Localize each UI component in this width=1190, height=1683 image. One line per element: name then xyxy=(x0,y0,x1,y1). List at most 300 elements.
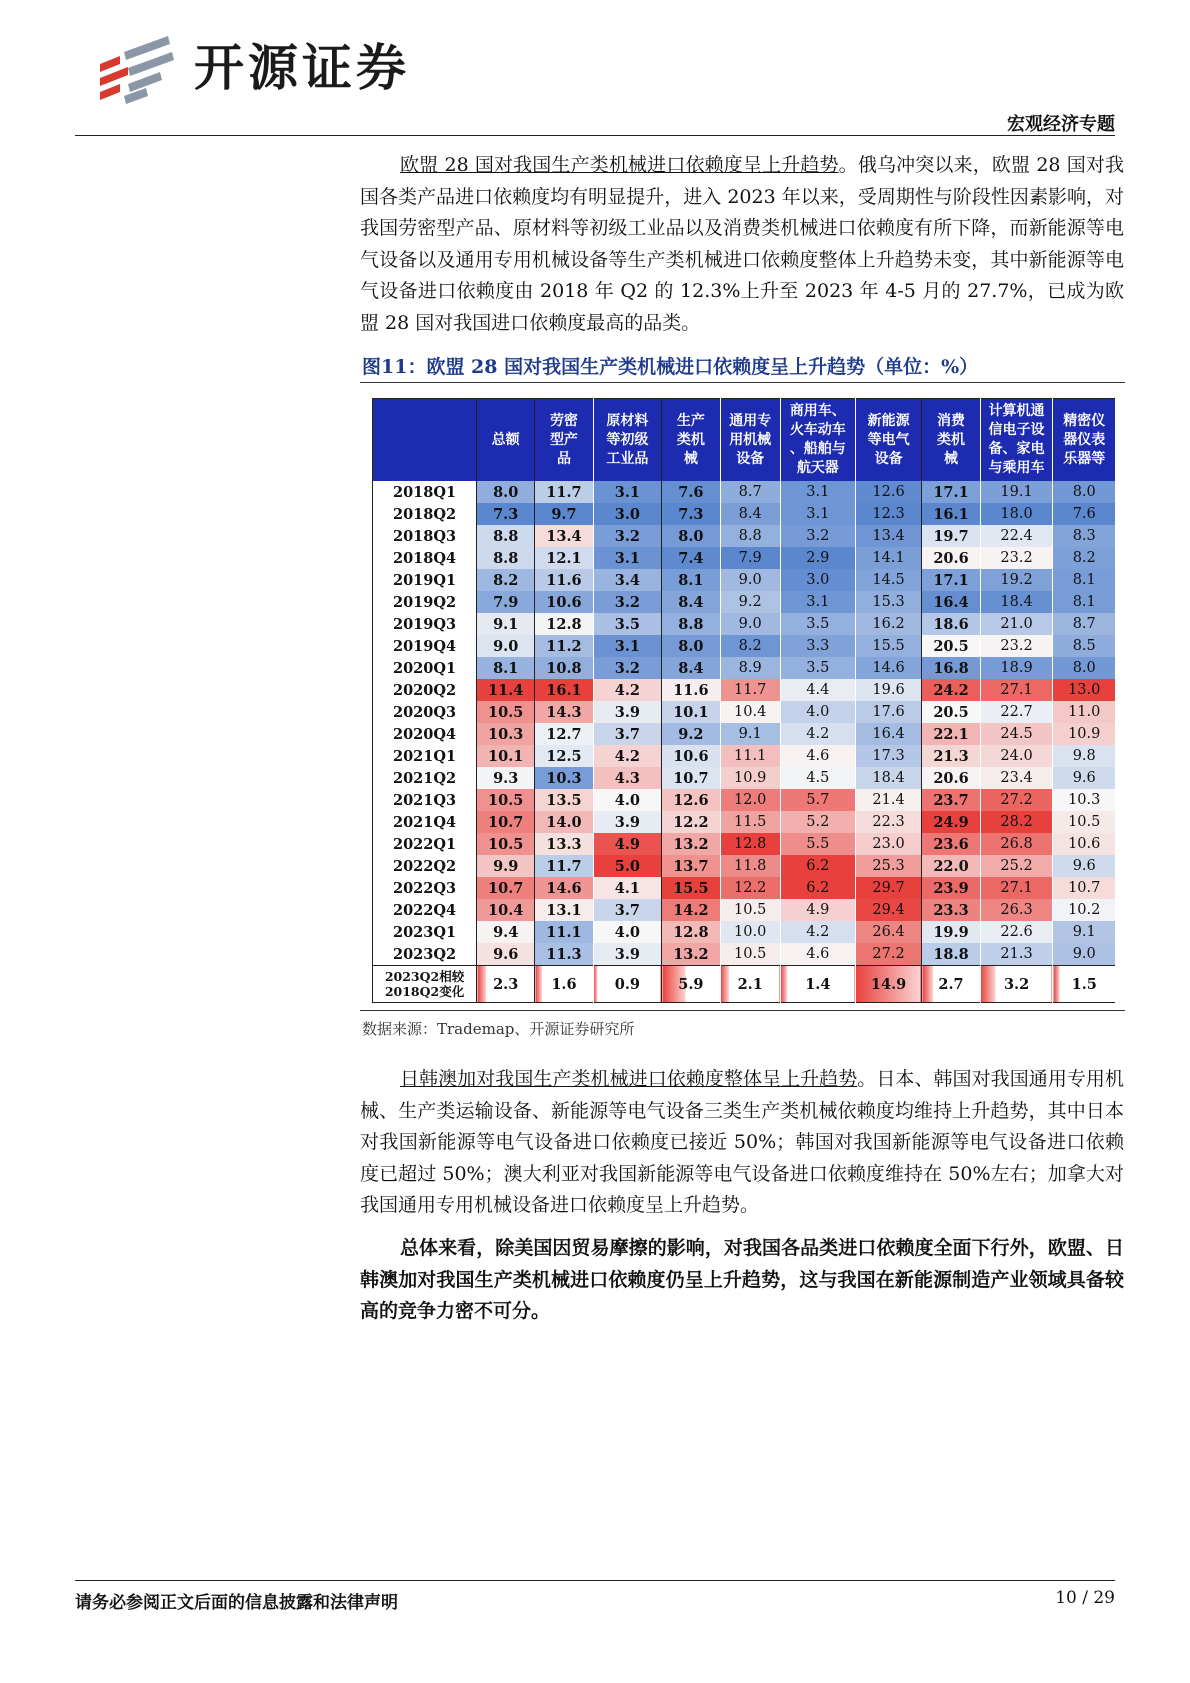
column-header-line: 等电气 xyxy=(867,431,910,448)
column-header-line: 精密仪 xyxy=(1063,412,1106,429)
change-cell: 1.6 xyxy=(535,966,593,1003)
row-label: 2020Q1 xyxy=(373,657,477,679)
heat-cell: 3.7 xyxy=(593,723,662,745)
paragraph-eu xyxy=(360,150,1124,339)
row-label: 2022Q4 xyxy=(373,899,477,921)
figure-source: 数据来源：Trademap、开源证券研究所 xyxy=(362,1020,635,1038)
heat-cell: 17.1 xyxy=(922,481,980,503)
column-header xyxy=(1053,399,1116,482)
heat-cell: 23.2 xyxy=(980,635,1053,657)
heat-cell: 19.6 xyxy=(855,679,922,701)
heat-cell: 5.0 xyxy=(593,855,662,877)
column-header-line: 、船舶与 xyxy=(789,441,846,457)
heat-cell: 22.3 xyxy=(855,811,922,833)
heat-cell: 3.1 xyxy=(593,481,662,503)
heat-cell: 4.0 xyxy=(593,921,662,943)
row-label: 2021Q2 xyxy=(373,767,477,789)
heat-cell: 3.0 xyxy=(593,503,662,525)
heat-cell: 7.6 xyxy=(662,481,720,503)
heat-cell: 8.9 xyxy=(720,657,780,679)
heat-cell: 23.3 xyxy=(922,899,980,921)
column-header-line: 备、家电 xyxy=(988,441,1045,457)
heat-cell: 3.1 xyxy=(780,503,855,525)
table-body xyxy=(373,481,1116,1003)
header-divider xyxy=(75,135,1115,136)
column-header-line: 通用专 xyxy=(729,412,772,429)
column-header-line: 等初级 xyxy=(606,431,649,448)
column-header-line: 械 xyxy=(683,450,698,467)
heat-cell: 3.1 xyxy=(780,591,855,613)
heat-cell: 10.6 xyxy=(662,745,720,767)
heat-cell: 5.7 xyxy=(780,789,855,811)
paragraph-eu-lead: 欧盟 28 国对我国生产类机械进口依赖度呈上升趋势 xyxy=(400,154,839,176)
heat-cell: 6.2 xyxy=(780,877,855,899)
heat-cell: 18.4 xyxy=(855,767,922,789)
heat-cell: 11.6 xyxy=(662,679,720,701)
row-label: 2022Q3 xyxy=(373,877,477,899)
heat-cell: 13.2 xyxy=(662,943,720,966)
heat-cell: 5.2 xyxy=(780,811,855,833)
row-label: 2019Q1 xyxy=(373,569,477,591)
heat-cell: 22.6 xyxy=(980,921,1053,943)
heat-cell: 4.6 xyxy=(780,943,855,966)
heat-cell: 16.2 xyxy=(855,613,922,635)
heat-cell: 4.0 xyxy=(593,789,662,811)
heat-cell: 8.1 xyxy=(662,569,720,591)
row-label: 2018Q1 xyxy=(373,481,477,503)
table-row xyxy=(373,921,1116,943)
heat-cell: 11.7 xyxy=(535,481,593,503)
column-header-line: 火车动车 xyxy=(789,422,846,438)
heat-cell: 3.9 xyxy=(593,943,662,966)
paragraph-jkac-body: 。日本、韩国对我国通用专用机械、生产类运输设备、新能源等电气设备三类生产类机械依赖度均维持上升趋势，其中日本对我国新能源等电气设备进口依赖度已接近 50%；韩国对我国新能源等电气设备进口依赖度已超过 50%；澳大利亚对我国新能源等电气设备进口依赖度维持在 50%左右；加拿大对我国通用专用机械设备进口依赖度呈上升趋势。 xyxy=(360,1068,1124,1216)
heat-cell: 8.7 xyxy=(720,481,780,503)
heat-cell: 26.3 xyxy=(980,899,1053,921)
heat-cell: 10.6 xyxy=(535,591,593,613)
heat-cell: 10.3 xyxy=(477,723,535,745)
heat-cell: 8.7 xyxy=(1053,613,1116,635)
heat-cell: 11.3 xyxy=(535,943,593,966)
heat-cell: 11.5 xyxy=(720,811,780,833)
heat-cell: 13.1 xyxy=(535,899,593,921)
heat-cell: 3.3 xyxy=(780,635,855,657)
heat-cell: 11.4 xyxy=(477,679,535,701)
heat-cell: 8.1 xyxy=(1053,591,1116,613)
heat-cell: 13.7 xyxy=(662,855,720,877)
heat-cell: 11.1 xyxy=(720,745,780,767)
heat-cell: 9.2 xyxy=(662,723,720,745)
change-cell: 5.9 xyxy=(662,966,720,1003)
heat-cell: 21.0 xyxy=(980,613,1053,635)
heat-cell: 8.0 xyxy=(1053,657,1116,679)
change-cell: 1.5 xyxy=(1053,966,1116,1003)
heat-cell: 21.4 xyxy=(855,789,922,811)
heat-cell: 9.3 xyxy=(477,767,535,789)
column-header xyxy=(855,399,922,482)
heat-cell: 9.0 xyxy=(720,569,780,591)
column-header xyxy=(922,399,980,482)
heat-cell: 13.2 xyxy=(662,833,720,855)
heat-cell: 8.8 xyxy=(477,525,535,547)
table-row xyxy=(373,503,1116,525)
heat-cell: 4.6 xyxy=(780,745,855,767)
heat-cell: 9.6 xyxy=(1053,855,1116,877)
table-row xyxy=(373,569,1116,591)
heat-cell: 3.1 xyxy=(780,481,855,503)
heat-cell: 18.0 xyxy=(980,503,1053,525)
column-header-line: 器仪表 xyxy=(1063,431,1106,448)
table-row xyxy=(373,525,1116,547)
heat-cell: 24.0 xyxy=(980,745,1053,767)
heat-cell: 3.4 xyxy=(593,569,662,591)
heat-cell: 12.8 xyxy=(662,921,720,943)
heat-cell: 27.1 xyxy=(980,679,1053,701)
heat-cell: 12.2 xyxy=(662,811,720,833)
heat-cell: 10.5 xyxy=(1053,811,1116,833)
change-cell: 0.9 xyxy=(593,966,662,1003)
heat-cell: 27.2 xyxy=(855,943,922,966)
heat-cell: 8.0 xyxy=(662,635,720,657)
heat-cell: 11.0 xyxy=(1053,701,1116,723)
heat-cell: 10.4 xyxy=(477,899,535,921)
heat-cell: 3.1 xyxy=(593,547,662,569)
column-header xyxy=(662,399,720,482)
heat-cell: 27.1 xyxy=(980,877,1053,899)
table-row xyxy=(373,635,1116,657)
figure-bottom-rule xyxy=(360,1010,1125,1011)
heat-cell: 8.8 xyxy=(477,547,535,569)
column-header-line: 乐器等 xyxy=(1063,450,1106,467)
heat-cell: 29.4 xyxy=(855,899,922,921)
heat-cell: 8.4 xyxy=(720,503,780,525)
row-label: 2018Q4 xyxy=(373,547,477,569)
heat-cell: 4.2 xyxy=(593,745,662,767)
column-header-line: 设备 xyxy=(874,450,903,467)
heat-cell: 10.3 xyxy=(535,767,593,789)
heat-cell: 9.6 xyxy=(477,943,535,966)
heat-cell: 8.3 xyxy=(1053,525,1116,547)
heat-cell: 11.8 xyxy=(720,855,780,877)
heat-cell: 23.4 xyxy=(980,767,1053,789)
heat-cell: 3.5 xyxy=(780,657,855,679)
heat-cell: 8.4 xyxy=(662,591,720,613)
heat-cell: 9.1 xyxy=(477,613,535,635)
table-row xyxy=(373,745,1116,767)
heat-cell: 16.4 xyxy=(855,723,922,745)
table-row xyxy=(373,701,1116,723)
heat-cell: 4.9 xyxy=(593,833,662,855)
heat-cell: 18.9 xyxy=(980,657,1053,679)
heat-cell: 10.7 xyxy=(477,877,535,899)
table-corner-cell xyxy=(373,399,477,482)
heat-cell: 27.2 xyxy=(980,789,1053,811)
heat-cell: 5.5 xyxy=(780,833,855,855)
table-row xyxy=(373,723,1116,745)
heat-cell: 13.5 xyxy=(535,789,593,811)
column-header xyxy=(720,399,780,482)
column-header-line: 航天器 xyxy=(796,460,839,476)
heat-cell: 3.7 xyxy=(593,899,662,921)
row-label: 2018Q3 xyxy=(373,525,477,547)
figure-title: 图11：欧盟 28 国对我国生产类机械进口依赖度呈上升趋势（单位：%） xyxy=(362,356,979,378)
heat-cell: 23.9 xyxy=(922,877,980,899)
heat-cell: 10.1 xyxy=(477,745,535,767)
column-header-line: 设备 xyxy=(736,450,765,467)
column-header-line: 劳密 xyxy=(549,412,578,429)
heat-cell: 7.6 xyxy=(1053,503,1116,525)
heat-cell: 8.1 xyxy=(477,657,535,679)
column-header xyxy=(477,399,535,482)
heat-cell: 26.4 xyxy=(855,921,922,943)
heat-cell: 14.3 xyxy=(535,701,593,723)
heat-cell: 11.2 xyxy=(535,635,593,657)
heat-cell: 3.9 xyxy=(593,811,662,833)
column-header xyxy=(980,399,1053,482)
row-label: 2021Q3 xyxy=(373,789,477,811)
heat-cell: 8.2 xyxy=(1053,547,1116,569)
heat-cell: 10.6 xyxy=(1053,833,1116,855)
heat-cell: 10.5 xyxy=(720,899,780,921)
table-row xyxy=(373,547,1116,569)
column-header-line: 信电子设 xyxy=(988,422,1045,438)
heat-cell: 18.8 xyxy=(922,943,980,966)
heat-cell: 3.2 xyxy=(593,591,662,613)
heat-cell: 8.8 xyxy=(662,613,720,635)
heat-cell: 6.2 xyxy=(780,855,855,877)
heat-cell: 10.5 xyxy=(477,833,535,855)
page-number: 10 / 29 xyxy=(1055,1588,1115,1608)
heat-cell: 22.1 xyxy=(922,723,980,745)
heat-cell: 8.2 xyxy=(720,635,780,657)
heat-cell: 18.4 xyxy=(980,591,1053,613)
column-header-line: 消费 xyxy=(937,412,965,429)
change-cell: 2.1 xyxy=(720,966,780,1003)
table-header-row xyxy=(373,399,1116,482)
heat-cell: 9.2 xyxy=(720,591,780,613)
heat-cell: 22.7 xyxy=(980,701,1053,723)
paragraph-jkac xyxy=(360,1064,1124,1222)
heat-cell: 16.8 xyxy=(922,657,980,679)
heat-cell: 15.5 xyxy=(662,877,720,899)
column-header-line: 类机 xyxy=(937,431,965,448)
heat-cell: 4.4 xyxy=(780,679,855,701)
heat-cell: 10.8 xyxy=(535,657,593,679)
row-label: 2020Q4 xyxy=(373,723,477,745)
heat-cell: 3.2 xyxy=(780,525,855,547)
heat-cell: 4.2 xyxy=(780,921,855,943)
heat-cell: 23.6 xyxy=(922,833,980,855)
column-header xyxy=(535,399,593,482)
heat-cell: 15.3 xyxy=(855,591,922,613)
heat-cell: 16.1 xyxy=(922,503,980,525)
row-label: 2019Q3 xyxy=(373,613,477,635)
column-header-line: 类机 xyxy=(676,431,705,448)
heat-cell: 8.2 xyxy=(477,569,535,591)
heat-cell: 10.9 xyxy=(1053,723,1116,745)
heat-cell: 14.6 xyxy=(855,657,922,679)
heat-cell: 12.3 xyxy=(855,503,922,525)
heat-cell: 13.3 xyxy=(535,833,593,855)
column-header-line: 械 xyxy=(944,450,958,467)
table-row xyxy=(373,789,1116,811)
row-label: 2019Q4 xyxy=(373,635,477,657)
heat-cell: 4.9 xyxy=(780,899,855,921)
table-row xyxy=(373,767,1116,789)
heat-cell: 10.0 xyxy=(720,921,780,943)
heat-cell: 10.5 xyxy=(477,789,535,811)
row-label: 2021Q1 xyxy=(373,745,477,767)
table-row xyxy=(373,811,1116,833)
heat-cell: 12.1 xyxy=(535,547,593,569)
heat-cell: 23.0 xyxy=(855,833,922,855)
footer-divider xyxy=(75,1580,1115,1581)
column-header-line: 型产 xyxy=(549,431,578,448)
heat-cell: 19.2 xyxy=(980,569,1053,591)
column-header-line: 生产 xyxy=(676,412,705,429)
heat-cell: 19.7 xyxy=(922,525,980,547)
heat-cell: 28.2 xyxy=(980,811,1053,833)
heat-cell: 19.9 xyxy=(922,921,980,943)
heat-cell: 10.5 xyxy=(720,943,780,966)
heat-cell: 3.1 xyxy=(593,635,662,657)
heat-cell: 8.8 xyxy=(720,525,780,547)
heat-cell: 4.5 xyxy=(780,767,855,789)
row-label: 2023Q2 xyxy=(373,943,477,966)
heat-cell: 3.2 xyxy=(593,525,662,547)
column-header-line: 用机械 xyxy=(729,431,772,448)
change-cell: 2.3 xyxy=(477,966,535,1003)
heat-cell: 12.8 xyxy=(535,613,593,635)
change-row-label: 2023Q2相较2018Q2变化 xyxy=(373,966,477,1003)
heat-cell: 9.6 xyxy=(1053,767,1116,789)
column-header xyxy=(780,399,855,482)
heat-cell: 21.3 xyxy=(922,745,980,767)
change-cell: 2.7 xyxy=(922,966,980,1003)
heat-cell: 17.6 xyxy=(855,701,922,723)
heat-cell: 19.1 xyxy=(980,481,1053,503)
table-row xyxy=(373,613,1116,635)
table-row xyxy=(373,679,1116,701)
heat-cell: 14.0 xyxy=(535,811,593,833)
heat-cell: 9.0 xyxy=(1053,943,1116,966)
heat-cell: 10.5 xyxy=(477,701,535,723)
row-label: 2019Q2 xyxy=(373,591,477,613)
paragraph-eu-body: 。俄乌冲突以来，欧盟 28 国对我国各类产品进口依赖度均有明显提升，进入 2023 年以来，受周期性与阶段性因素影响，对我国劳密型产品、原材料等初级工业品以及消费类机械进口依赖度有所下降，而新能源等电气设备以及通用专用机械设备等生产类机械进口依赖度整体上升趋势未变，其中新能源等电气设备进口依赖度由 2018 年 Q2 的 12.3%上升至 2023 年 4-5 月的 27.7%，已成为欧盟 28 国对我国进口依赖度最高的品类。 xyxy=(360,154,1124,334)
heat-cell: 25.3 xyxy=(855,855,922,877)
dependency-heatmap-table xyxy=(372,398,1116,1003)
paragraph-jkac-lead: 日韩澳加对我国生产类机械进口依赖度整体呈上升趋势 xyxy=(400,1068,858,1090)
heat-cell: 13.0 xyxy=(1053,679,1116,701)
heat-cell: 26.8 xyxy=(980,833,1053,855)
report-type: 宏观经济专题 xyxy=(1007,114,1115,135)
table-row xyxy=(373,899,1116,921)
heat-cell: 13.4 xyxy=(855,525,922,547)
table-row xyxy=(373,855,1116,877)
heat-cell: 4.2 xyxy=(780,723,855,745)
row-label: 2020Q2 xyxy=(373,679,477,701)
column-header-line: 总额 xyxy=(491,431,520,448)
column-header-line: 商用车、 xyxy=(789,403,846,419)
heat-cell: 9.0 xyxy=(477,635,535,657)
change-cell: 3.2 xyxy=(980,966,1053,1003)
heat-cell: 9.4 xyxy=(477,921,535,943)
row-label: 2023Q1 xyxy=(373,921,477,943)
row-label: 2022Q2 xyxy=(373,855,477,877)
heat-cell: 3.2 xyxy=(593,657,662,679)
heat-cell: 7.4 xyxy=(662,547,720,569)
heat-cell: 8.0 xyxy=(662,525,720,547)
table-row xyxy=(373,481,1116,503)
row-label: 2020Q3 xyxy=(373,701,477,723)
column-header-line: 与乘用车 xyxy=(988,460,1045,476)
heat-cell: 10.7 xyxy=(662,767,720,789)
heat-cell: 16.4 xyxy=(922,591,980,613)
heat-cell: 10.4 xyxy=(720,701,780,723)
heat-cell: 10.1 xyxy=(662,701,720,723)
change-cell: 14.9 xyxy=(855,966,922,1003)
footer-disclaimer: 请务必参阅正文后面的信息披露和法律声明 xyxy=(75,1593,398,1613)
heat-cell: 24.2 xyxy=(922,679,980,701)
heat-cell: 11.6 xyxy=(535,569,593,591)
heat-cell: 29.7 xyxy=(855,877,922,899)
heat-cell: 20.5 xyxy=(922,701,980,723)
table-row xyxy=(373,833,1116,855)
heat-cell: 16.1 xyxy=(535,679,593,701)
heat-cell: 4.2 xyxy=(593,679,662,701)
heat-cell: 13.4 xyxy=(535,525,593,547)
heat-cell: 4.1 xyxy=(593,877,662,899)
heat-cell: 9.0 xyxy=(720,613,780,635)
paragraph-summary: 总体来看，除美国因贸易摩擦的影响，对我国各品类进口依赖度全面下行外，欧盟、日韩澳加对我国生产类机械进口依赖度仍呈上升趋势，这与我国在新能源制造产业领域具备较高的竞争力密不可分。 xyxy=(360,1237,1124,1322)
heat-cell: 12.6 xyxy=(855,481,922,503)
change-cell: 1.4 xyxy=(780,966,855,1003)
column-header-line: 工业品 xyxy=(606,450,649,467)
heat-cell: 11.7 xyxy=(535,855,593,877)
heat-cell: 15.5 xyxy=(855,635,922,657)
heat-cell: 10.7 xyxy=(1053,877,1116,899)
heat-cell: 3.0 xyxy=(780,569,855,591)
heat-cell: 11.7 xyxy=(720,679,780,701)
column-header-line: 计算机通 xyxy=(988,403,1045,419)
column-header-line: 原材料 xyxy=(606,412,649,429)
heat-cell: 8.0 xyxy=(1053,481,1116,503)
heat-cell: 3.9 xyxy=(593,701,662,723)
heat-cell: 10.3 xyxy=(1053,789,1116,811)
heat-cell: 9.1 xyxy=(1053,921,1116,943)
heat-cell: 11.1 xyxy=(535,921,593,943)
heat-cell: 24.9 xyxy=(922,811,980,833)
heat-cell: 7.3 xyxy=(477,503,535,525)
brand-name: 开源证券 xyxy=(194,39,410,97)
heat-cell: 4.3 xyxy=(593,767,662,789)
heat-cell: 17.3 xyxy=(855,745,922,767)
heat-cell: 14.1 xyxy=(855,547,922,569)
column-header xyxy=(593,399,662,482)
heat-cell: 10.2 xyxy=(1053,899,1116,921)
heat-cell: 9.8 xyxy=(1053,745,1116,767)
brand-logo-icon xyxy=(98,34,180,110)
figure-title-rule xyxy=(360,382,1125,383)
heat-cell: 10.7 xyxy=(477,811,535,833)
heat-cell: 9.1 xyxy=(720,723,780,745)
heat-cell: 21.3 xyxy=(980,943,1053,966)
heat-cell: 14.5 xyxy=(855,569,922,591)
table-row xyxy=(373,943,1116,966)
heat-cell: 22.0 xyxy=(922,855,980,877)
heat-cell: 20.6 xyxy=(922,547,980,569)
heat-cell: 12.2 xyxy=(720,877,780,899)
row-label: 2021Q4 xyxy=(373,811,477,833)
